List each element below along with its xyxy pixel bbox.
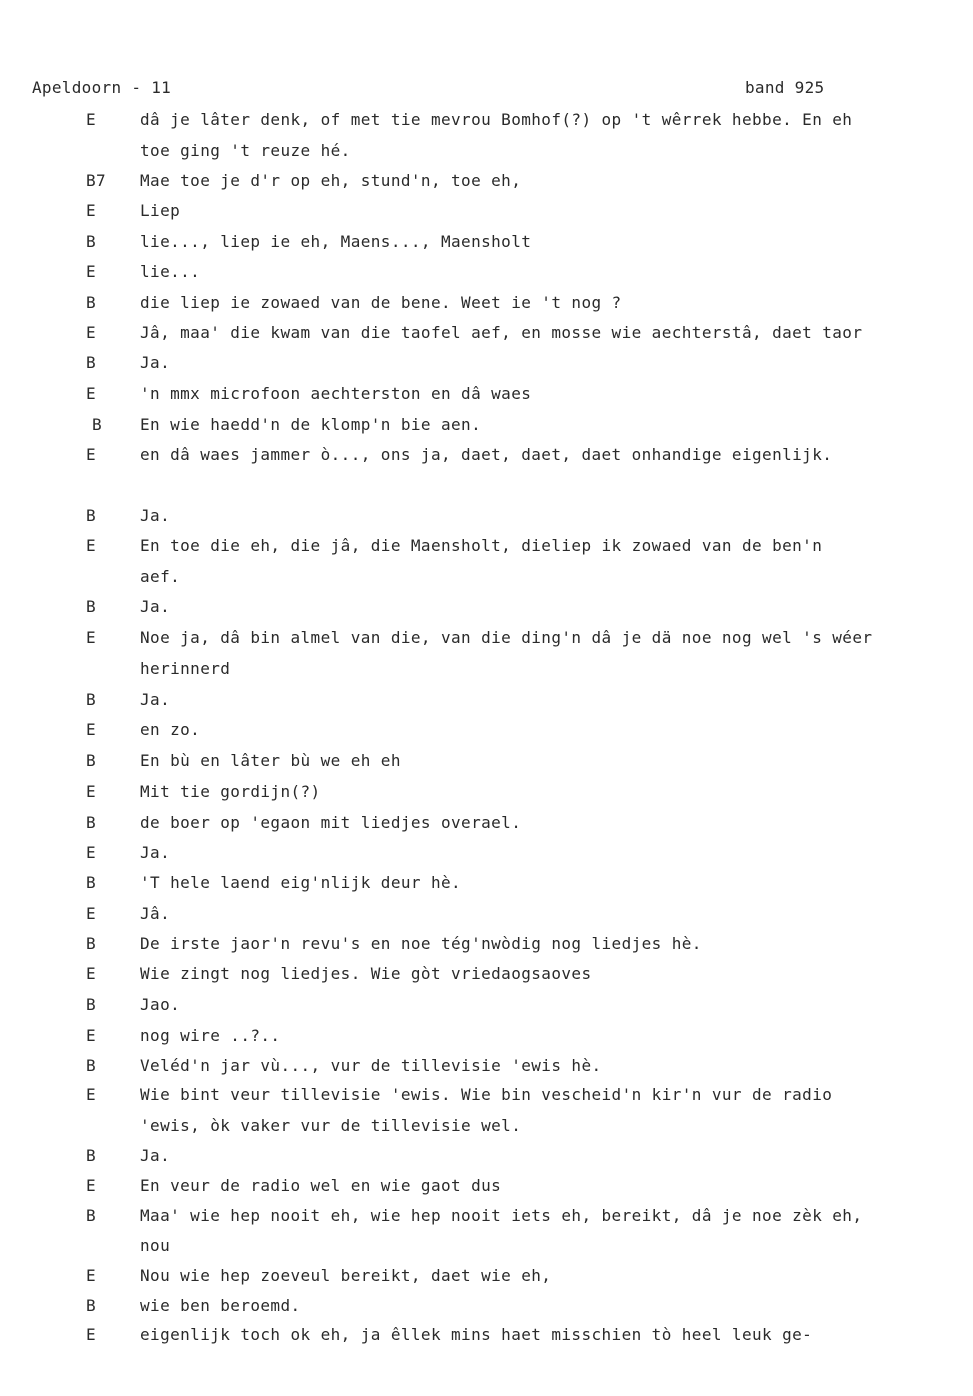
speaker-label: B xyxy=(86,690,97,709)
speaker-label: E xyxy=(86,1085,97,1104)
utterance-text: Jao. xyxy=(140,995,181,1014)
utterance-text: 'ewis, òk vaker vur de tillevisie wel. xyxy=(140,1116,522,1135)
speaker-label: E xyxy=(86,782,97,801)
utterance-text: Mae toe je d'r op eh, stund'n, toe eh, xyxy=(140,171,522,190)
utterance-text: 'n mmx microfoon aechterston en dâ waes xyxy=(140,384,532,403)
utterance-text: Noe ja, dâ bin almel van die, van die ding'n dâ je dä noe nog wel 's wéer xyxy=(140,628,873,647)
speaker-label: E xyxy=(86,964,97,983)
utterance-text: Ja. xyxy=(140,1146,171,1165)
utterance-text: Wie bint veur tillevisie 'ewis. Wie bin vescheid'n kir'n vur de radio xyxy=(140,1085,833,1104)
speaker-label: B xyxy=(86,1296,97,1315)
speaker-label: B xyxy=(86,1056,97,1075)
speaker-label: E xyxy=(86,1266,97,1285)
utterance-text: lie..., liep ie eh, Maens..., Maensholt xyxy=(140,232,532,251)
speaker-label: B xyxy=(86,1146,97,1165)
speaker-label: B xyxy=(92,415,103,434)
utterance-text: 'T hele laend eig'nlijk deur hè. xyxy=(140,873,462,892)
utterance-text: Liep xyxy=(140,201,181,220)
speaker-label: E xyxy=(86,323,97,342)
utterance-text: de boer op 'egaon mit liedjes overael. xyxy=(140,813,522,832)
speaker-label: B xyxy=(86,751,97,770)
utterance-text: dâ je lâter denk, of met tie mevrou Bomhof(?) op 't wêrrek hebbe. En eh xyxy=(140,110,853,129)
speaker-label: E xyxy=(86,904,97,923)
speaker-label: B xyxy=(86,873,97,892)
utterance-text: De irste jaor'n revu's en noe tég'nwòdig nog liedjes hè. xyxy=(140,934,702,953)
speaker-label: E xyxy=(86,110,97,129)
utterance-text: en zo. xyxy=(140,720,201,739)
utterance-text: nog wire ..?.. xyxy=(140,1026,281,1045)
speaker-label: B xyxy=(86,995,97,1014)
utterance-text: En veur de radio wel en wie gaot dus xyxy=(140,1176,502,1195)
utterance-text: nou xyxy=(140,1236,171,1255)
utterance-text: wie ben beroemd. xyxy=(140,1296,301,1315)
utterance-text: die liep ie zowaed van de bene. Weet ie 't nog ? xyxy=(140,293,622,312)
utterance-text: en dâ waes jammer ò..., ons ja, daet, daet, daet onhandige eigenlijk. xyxy=(140,445,833,464)
header-tape-number: band 925 xyxy=(745,78,825,97)
speaker-label: E xyxy=(86,1325,97,1344)
utterance-text: En bù en lâter bù we eh eh xyxy=(140,751,401,770)
speaker-label: E xyxy=(86,445,97,464)
utterance-text: Ja. xyxy=(140,690,171,709)
utterance-text: Ja. xyxy=(140,353,171,372)
utterance-text: En toe die eh, die jâ, die Maensholt, dieliep ik zowaed van de ben'n xyxy=(140,536,823,555)
speaker-label: B xyxy=(86,506,97,525)
speaker-label: E xyxy=(86,536,97,555)
speaker-label: B xyxy=(86,934,97,953)
utterance-text: Wie zingt nog liedjes. Wie gòt vriedaogsaoves xyxy=(140,964,592,983)
utterance-text: Mit tie gordijn(?) xyxy=(140,782,321,801)
utterance-text: Jâ. xyxy=(140,904,171,923)
speaker-label: B xyxy=(86,1206,97,1225)
speaker-label: B xyxy=(86,293,97,312)
speaker-label: E xyxy=(86,843,97,862)
utterance-text: Ja. xyxy=(140,506,171,525)
speaker-label: E xyxy=(86,628,97,647)
utterance-text: lie... xyxy=(140,262,201,281)
speaker-label: B7 xyxy=(86,171,107,190)
header-location: Apeldoorn - 11 xyxy=(32,78,172,97)
utterance-text: aef. xyxy=(140,567,181,586)
speaker-label: E xyxy=(86,201,97,220)
utterance-text: Maa' wie hep nooit eh, wie hep nooit iets eh, bereikt, dâ je noe zèk eh, xyxy=(140,1206,863,1225)
utterance-text: Nou wie hep zoeveul bereikt, daet wie eh, xyxy=(140,1266,552,1285)
utterance-text: En wie haedd'n de klomp'n bie aen. xyxy=(140,415,482,434)
speaker-label: B xyxy=(86,597,97,616)
speaker-label: E xyxy=(86,384,97,403)
speaker-label: E xyxy=(86,1026,97,1045)
utterance-text: herinnerd xyxy=(140,659,231,678)
speaker-label: B xyxy=(86,353,97,372)
utterance-text: eigenlijk toch ok eh, ja êllek mins haet misschien tò heel leuk ge- xyxy=(140,1325,813,1344)
speaker-label: B xyxy=(86,232,97,251)
speaker-label: B xyxy=(86,813,97,832)
utterance-text: Veléd'n jar vù..., vur de tillevisie 'ewis hè. xyxy=(140,1056,602,1075)
utterance-text: Ja. xyxy=(140,597,171,616)
speaker-label: E xyxy=(86,720,97,739)
speaker-label: E xyxy=(86,262,97,281)
utterance-text: Ja. xyxy=(140,843,171,862)
utterance-text: Jâ, maa' die kwam van die taofel aef, en mosse wie aechterstâ, daet taor xyxy=(140,323,863,342)
speaker-label: E xyxy=(86,1176,97,1195)
utterance-text: toe ging 't reuze hé. xyxy=(140,141,351,160)
